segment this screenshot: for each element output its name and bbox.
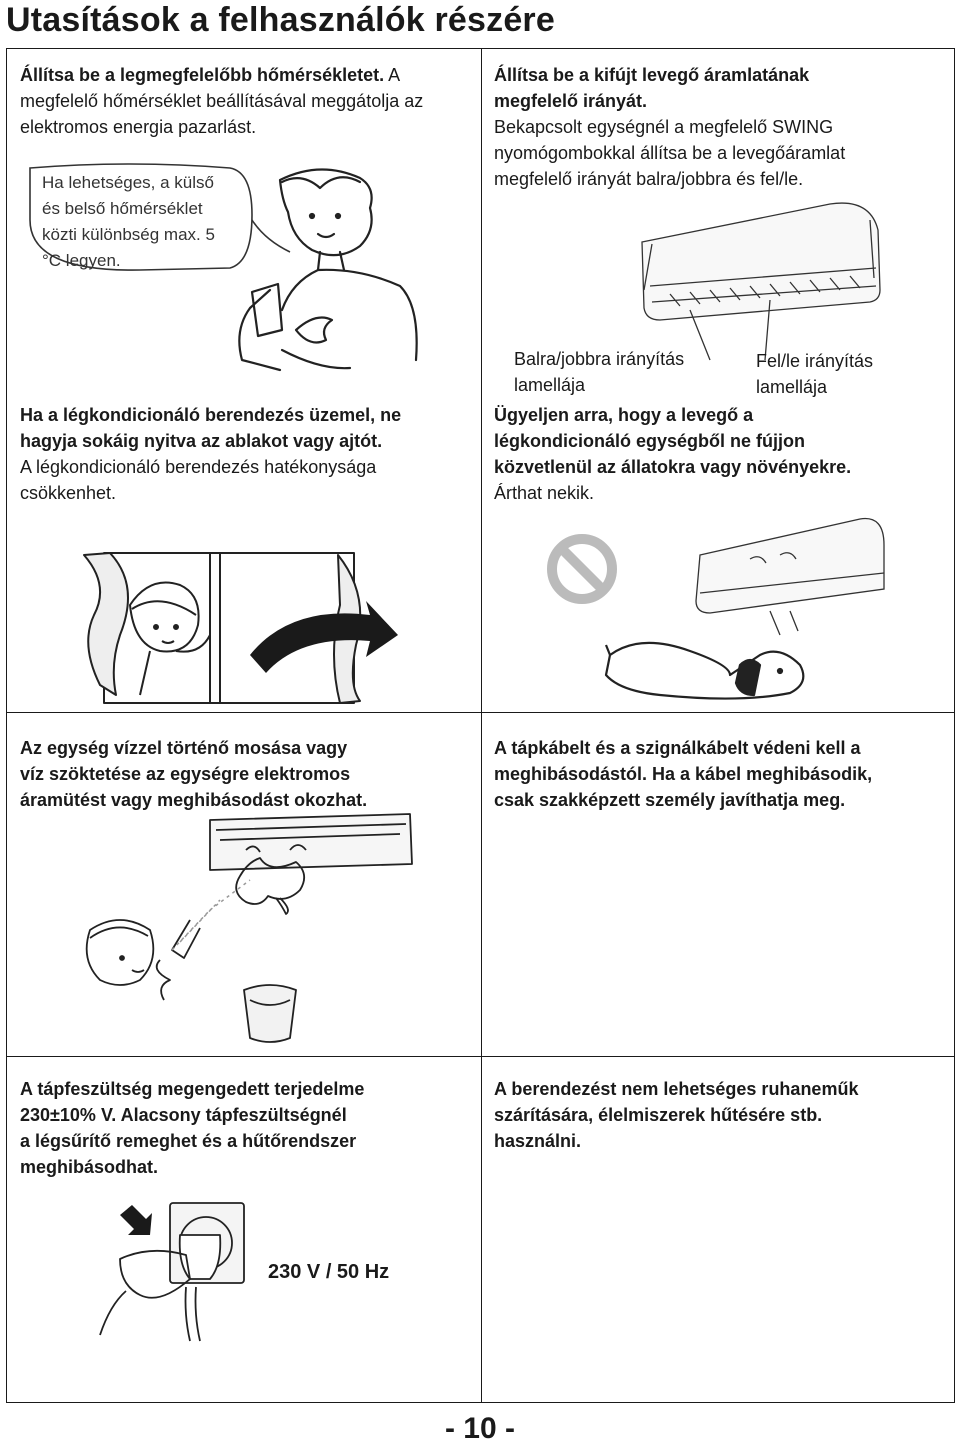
window-heading: Ha a légkondicionáló berendezés üzemel, ne — [20, 405, 402, 425]
temperature-body: A megfelelő hőmérséklet beállításával meggátolja az elektromos energia pazarlást. — [20, 65, 424, 137]
label-line: lamellája — [756, 377, 828, 397]
airflow-body: megfelelő irányát balra/jobbra és fel/le. — [494, 169, 804, 189]
water-line: Az egység vízzel történő mosása vagy — [20, 738, 348, 758]
clothes-line: A berendezést nem lehetséges ruhaneműk — [494, 1079, 859, 1099]
water-spray-illustration — [60, 810, 430, 1050]
temperature-text — [20, 62, 470, 140]
voltage-line: a légsűrítő remeghet és a hűtőrendszer — [20, 1131, 357, 1151]
cable-line: A tápkábelt és a szignálkábelt védeni kell a — [494, 738, 861, 758]
ac-unit-illustration — [630, 190, 890, 350]
voltage-label: 230 V / 50 Hz — [268, 1261, 390, 1283]
bubble-line: közti különbség max. 5 — [42, 225, 215, 244]
airflow-heading: Állítsa be a kifújt levegő áramlatának — [494, 65, 810, 85]
cable-line: meghibásodástól. Ha a kábel meghibásodik, — [494, 764, 873, 784]
open-window-illustration — [70, 545, 400, 715]
voltage-line: A tápfeszültség megengedett terjedelme — [20, 1079, 365, 1099]
airflow-body: Bekapcsolt egységnél a megfelelő SWING — [494, 117, 834, 137]
prohibited-icon — [552, 539, 612, 599]
cable-text — [494, 735, 949, 813]
animals-heading: Ügyeljen arra, hogy a levegő a — [494, 405, 754, 425]
animals-text — [494, 402, 949, 506]
voltage-line: 230±10% V. Alacsony tápfeszültségnél — [20, 1105, 347, 1125]
airflow-body: nyomógombokkal állítsa be a levegőáramlat — [494, 143, 846, 163]
temperature-heading: Állítsa be a legmegfelelőbb hőmérsékletet. — [20, 65, 385, 85]
water-line: víz szöktetése az egységre elektromos — [20, 764, 351, 784]
cable-line: csak szakképzett személy javíthatja meg. — [494, 790, 846, 810]
insert-arrow-icon — [120, 1205, 152, 1235]
water-line: áramütést vagy meghibásodást okozhat. — [20, 790, 368, 810]
window-body: A légkondicionáló berendezés hatékonysága — [20, 457, 377, 477]
animals-body: Árthat nekik. — [494, 483, 595, 503]
animals-heading: légkondicionáló egységből ne fújjon — [494, 431, 806, 451]
animals-heading: közvetlenül az állatokra vagy növényekre. — [494, 457, 852, 477]
louver-ud-label — [756, 348, 873, 400]
clothes-text — [494, 1076, 949, 1154]
label-line: Fel/le irányítás — [756, 351, 874, 371]
divider — [481, 49, 482, 1402]
draft-arrow-icon — [250, 601, 398, 673]
page-number: - 10 - — [444, 1412, 516, 1445]
animal-warning-illustration — [540, 515, 890, 715]
louver-lr-label — [514, 346, 684, 398]
clothes-line: szárítására, élelmiszerek hűtésére stb. — [494, 1105, 823, 1125]
clothes-line: használni. — [494, 1131, 582, 1151]
window-body: csökkenhet. — [20, 483, 117, 503]
voltage-text — [20, 1076, 475, 1180]
bubble-line: Ha lehetséges, a külső — [42, 173, 214, 192]
window-text — [20, 402, 475, 506]
voltage-line: meghibásodhat. — [20, 1157, 159, 1177]
label-line: lamellája — [514, 375, 586, 395]
label-line: Balra/jobbra irányítás — [514, 349, 685, 369]
window-heading: hagyja sokáig nyitva az ablakot vagy ajtót. — [20, 431, 383, 451]
page-title: Utasítások a felhasználók részére — [6, 1, 555, 39]
bubble-line: °C legyen. — [42, 251, 121, 270]
plug-illustration — [90, 1195, 260, 1345]
bubble-line: és belső hőmérséklet — [42, 199, 203, 218]
temperature-bubble — [42, 170, 215, 274]
airflow-heading: megfelelő irányát. — [494, 91, 648, 111]
water-text — [20, 735, 475, 813]
airflow-text — [494, 62, 944, 192]
